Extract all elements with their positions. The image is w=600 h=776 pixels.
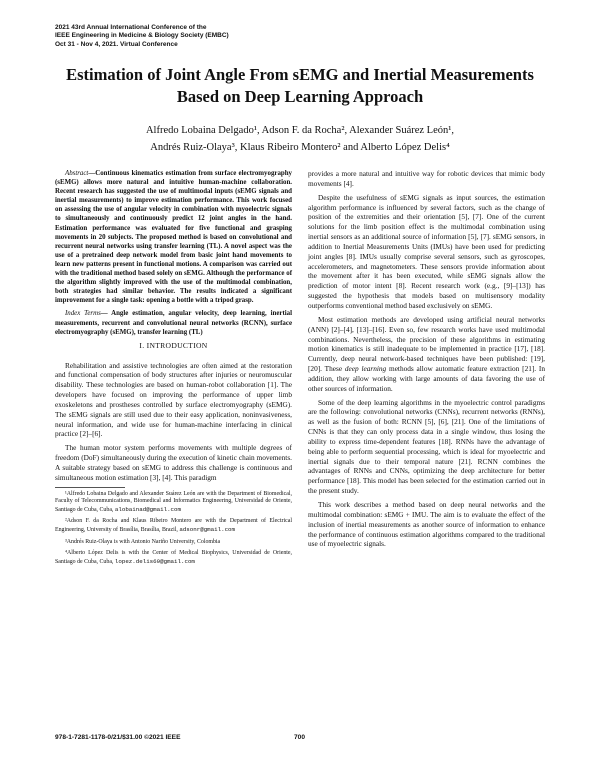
right-column xyxy=(308,169,545,553)
intro-paragraph-3: Despite the usefulness of sEMG signals as input sources, the estimation algorithm performance is influenced by several factors, such as the change of position of the extremities and their orientation [5], [7]. One of the current solutions for the limb position effect is the multimodal combination using inertial sensors as an additional source of information [5], [7]. sEMG sensors, in addition to Inertial Measurements Units (IMUs) have been used for predicting joint angles [8]. IMUs usually comprise several sensors, such as gyroscopes, accelerometers, and magnetometers. These sensors provide information about the movement after it has been executed, while sEMG signals allow the prediction of motor intent [8]. Recent research work (e.g., [9]–[13]) has suggested the hypothesis that models based on multisensory modality outperforms conventional method based exclusively on sEMG. xyxy=(308,192,545,310)
conference-line-3: Oct 31 - Nov 4, 2021. Virtual Conference xyxy=(55,40,178,48)
paper-title xyxy=(40,64,560,108)
section-heading-introduction: I. INTRODUCTION xyxy=(139,340,208,350)
footnote-rule xyxy=(55,487,125,488)
abstract-label: Abstract xyxy=(65,170,89,177)
authors-line-2: Andrés Ruiz-Olaya³, Klaus Ribeiro Montero² and Alberto López Delis⁴ xyxy=(150,142,450,153)
footnote-3: ³Andrés Ruiz-Olaya is with Antonio Nariño University, Colombia xyxy=(65,538,221,545)
authors-line-1: Alfredo Lobaina Delgado¹, Adson F. da Rocha², Alexander Suárez León¹, xyxy=(145,125,455,136)
footnote-1-text: ¹Alfredo Lobaina Delgado and Alexander Suárez León are with the Department of Biomedical, Faculty of Telecommunications, Biomedical and Informatics Engineering, Universidad de Oriente, Santiago de Cuba, Cuba, xyxy=(55,490,292,513)
index-terms xyxy=(55,309,292,336)
author-list xyxy=(40,122,560,156)
footnote-2-text: ²Adson F. da Rocha and Klaus Ribeiro Montero are with the Department of Electrical Engineering, University of Brasília, Brasília, Brazil, xyxy=(55,518,292,534)
footer-page-number: 700 xyxy=(294,734,306,741)
abstract-text: —Continuous kinematics estimation from surface electromyography (sEMG) allows more natural and intuitive human-machine collaboration. Recent research has suggested the use of multimodal inputs (sEMG signals and inertial measurements) to improve estimation performance. This work focused on assessing the use of angular velocity in combination with myoelectric signals to simultaneously and continuously predict 12 joint angles in the hand. Estimation performance was evaluated for five functional and grasping movements in 20 subjects. The proposed method is based on convolutional and recurrent neural networks using transfer learning (TL). A novel aspect was the use of a pretrained deep network model from basic joint hand movements to learn new patterns present in functional motions. A comparison was carried out with the traditional method based solely on sEMG. Although the performance of the algorithm slightly improved with the use of the multimodal combination, both strategies had similar behavior. The results indicated a significant improvement for a single task: opening a bottle with a tripod grasp. xyxy=(55,170,292,305)
abstract xyxy=(55,169,292,305)
conference-line-1: 2021 43rd Annual International Conference of the xyxy=(55,24,207,31)
conference-header xyxy=(55,24,355,49)
intro-paragraph-2: The human motor system performs movements with multiple degrees of freedom (DoF) simultaneously during the execution of kinetic chain movements. A suitable strategy based on sEMG to address this challenge is continuous and simultaneous motion estimation [3], [4]. This paradigm xyxy=(55,443,292,482)
footnote-1-email: alobainad@gmail.com xyxy=(114,505,181,513)
footnote-4-text: ⁴Alberto López Delis is with the Center of Medical Biophysics, Universidad de Oriente, Santiago de Cuba, Cuba, xyxy=(55,550,292,565)
intro-paragraph-4 xyxy=(308,315,545,394)
intro-paragraph-1: Rehabilitation and assistive technologies are often aimed at the restoration and functional compensation of body structures after injuries or neuromuscular disability. These technologies are based on human-robot collaboration [1]. The developers have focused on improving the performance of upper limb exoskeletons and prostheses controlled by surface electromyography (sEMG). The sEMG signals are still used due to their easy application, noninvasiveness, neural information, and wide use for human-machine interfacing in clinical practice [2]–[6]. xyxy=(55,360,292,439)
footer-isbn: 978-1-7281-1178-0/21/$31.00 ©2021 IEEE xyxy=(55,734,181,741)
index-terms-label: Index Terms xyxy=(65,310,101,318)
index-terms-text: — Angle estimation, angular velocity, deep learning, inertial measurements, recurrent and convolutional neural networks (RCNN), surface electromyography (sEMG), transfer learning (TL) xyxy=(55,310,293,336)
intro-paragraph-4-part-b: methods allow automatic feature extraction [21]. In addition, they allow working with large amounts of data favoring the use of other sources of information. xyxy=(308,364,546,393)
left-column xyxy=(55,169,292,570)
intro-paragraph-6: This work describes a method based on deep neural networks and the multimodal combination: sEMG + IMU. The aim is to evaluate the effect of the inclusion of inertial measurements as another source of information to enhance the performance of continuous estimation algorithms compared to the traditional use of myoelectric signals. xyxy=(308,500,545,549)
intro-paragraph-4-part-a: Most estimation methods are developed using artificial neural networks (ANN) [2]–[4], [13]–[16]. Even so, few research works have used multimodal combinations. Nevertheless, the precision of these algorithms in estimating motion kinematics is still inadequate to be implemented in practice [17], [18]. Currently, deep neural network-based techniques have been published: [19], [20]. These xyxy=(308,314,545,374)
conference-line-2: IEEE Engineering in Medicine & Biology Society (EMBC) xyxy=(55,32,229,40)
intro-paragraph-4-emphasis: deep learning xyxy=(344,364,387,374)
title-line-2: Based on Deep Learning Approach xyxy=(176,87,424,106)
intro-paragraph-5: Some of the deep learning algorithms in the myoelectric control paradigms are the following: convolutional networks (CNNs), recurrent networks (RNNs), as well as the fusion of both: RCNN [5], [6], [21]. One of the limitations of CNNs is that they can only process data in a single window, thus losing the ability to express time-dependent features [18]. RNNs have the advantage of being able to perform sequential processing, which is ideal for myoelectric and inertial signals due to their temporal nature [21]. RCNN combines the advantages of RNNs and CNNs, optimizing the deep architecture for better performance [18]. This model has been selected for the estimation carried out in the present study. xyxy=(308,397,545,496)
footnote-2-email: adsonr@gmail.com xyxy=(179,526,236,534)
footnote-4-email: lopez.delis69@gmail.com xyxy=(114,557,195,565)
intro-paragraph-continued: provides a more natural and intuitive way for robotic devices that mimic body movements [4]. xyxy=(308,169,545,188)
footnote-2 xyxy=(55,518,292,534)
footnote-4 xyxy=(55,550,292,566)
footnote-1 xyxy=(55,491,292,515)
title-line-1: Estimation of Joint Angle From sEMG and Inertial Measurements xyxy=(66,65,534,84)
